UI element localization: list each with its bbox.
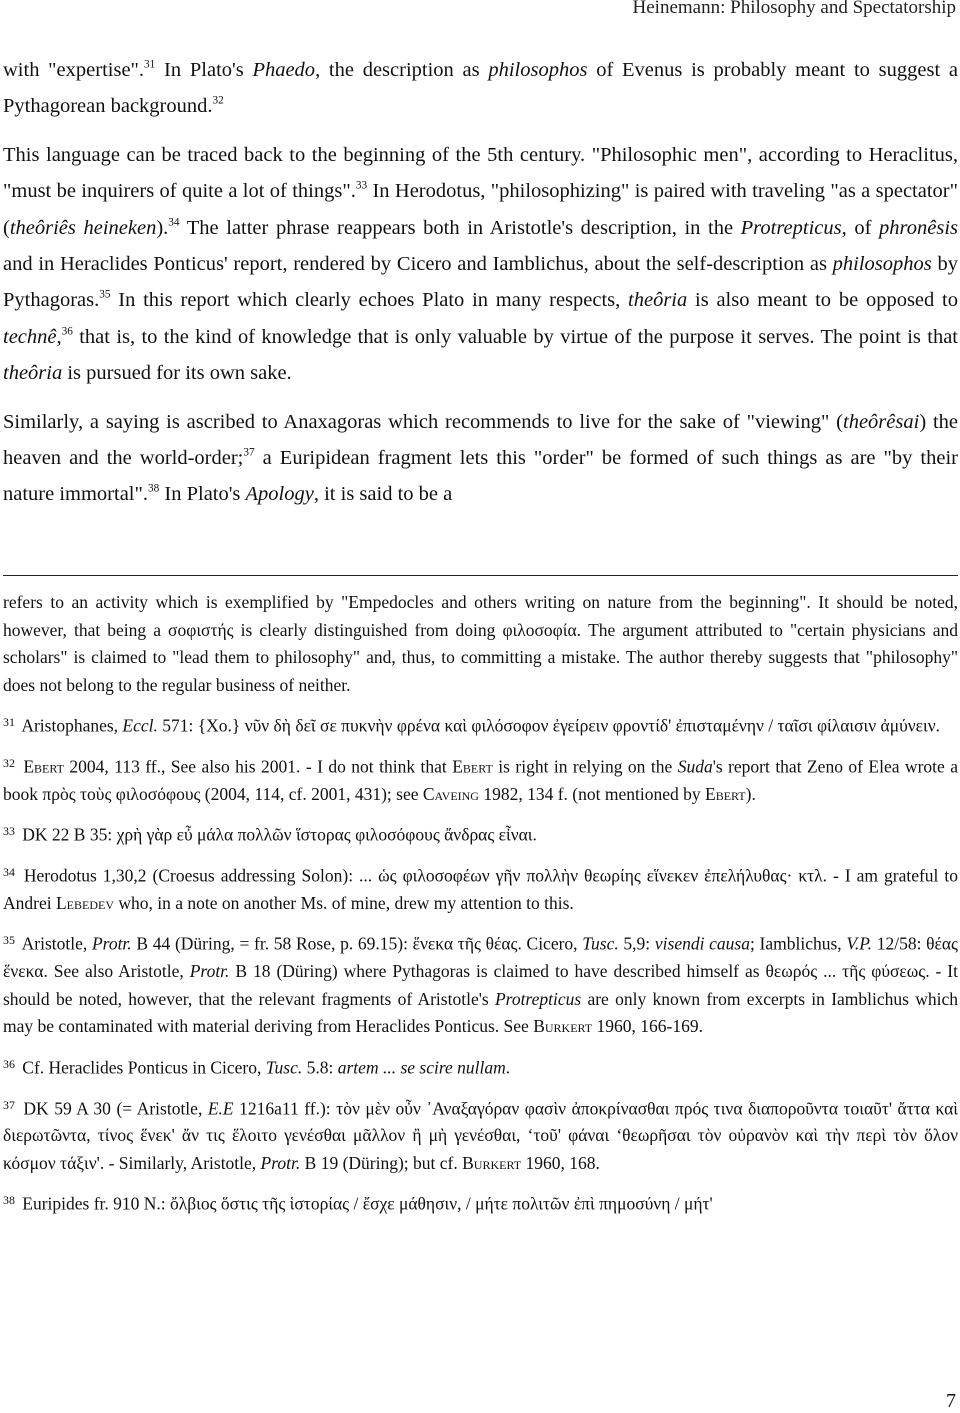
author-name: Ebert <box>705 783 746 804</box>
footnote-separator <box>3 575 958 576</box>
footnote-ref-34: 34 <box>168 216 180 229</box>
italic-span: artem ... se scire nullam <box>337 1057 506 1078</box>
text-span: Cf. Heraclides Ponticus in Cicero, <box>22 1057 266 1078</box>
italic-span: V.P. <box>846 933 873 954</box>
footnote-number: 34 <box>3 865 15 880</box>
footnote-number: 36 <box>3 1056 15 1071</box>
text-span: DK 59 A 30 (= Aristotle, <box>23 1097 208 1118</box>
italic-span: theôria <box>628 289 688 312</box>
text-span: 2004, 113 ff., See also his 2001. - I do not think that <box>63 756 453 777</box>
text-span: ). <box>745 783 756 804</box>
paragraph-3 <box>3 404 958 513</box>
text-span: B 18 (Düring) where Pythagoras is claimed to have described himself as θεωρός ... τῆς φύσεως. - It should be noted, however, that the relevant fragments of Aristotle's <box>3 961 958 1009</box>
italic-span: Tusc. <box>265 1057 303 1078</box>
author-name: Burkert <box>533 1016 593 1037</box>
author-name: Caveing <box>422 783 479 804</box>
italic-span: E.E <box>207 1097 234 1118</box>
italic-span: technê <box>3 325 57 348</box>
text-span: ; Iamblichus, <box>749 933 847 954</box>
running-head: Heinemann: Philosophy and Spectatorship <box>632 0 956 18</box>
italic-span: Protr. <box>260 1152 301 1173</box>
italic-span: phronêsis <box>879 216 958 239</box>
text-span: B 44 (Düring, = fr. 58 Rose, p. 69.15): ἕνεκα τῆς θέας. Cicero, <box>131 933 583 954</box>
footnote-number: 38 <box>3 1193 15 1208</box>
footnote-ref-33: 33 <box>355 179 368 192</box>
footnote-continuation: refers to an activity which is exemplified by "Empedocles and others writing on nature from the beginning". It should be noted, however, that being a σοφιστής is clearly distinguished from doing φιλοσοφία. The argument attributed to "certain physicians and scholars" is claimed to "lead them to philosophy" and, thus, to committing a mistake. The author thereby suggests that "philosophy" does not belong to the regular business of neither. <box>3 592 958 695</box>
text-span: , <box>56 325 62 348</box>
text-span: DK 22 B 35: χρὴ γὰρ εὖ μάλα πολλῶν ἵστορας φιλοσόφους ἄνδρας εἶναι. <box>22 824 537 845</box>
text-span: of Evenus is probably meant to suggest a Pythagorean background. <box>3 59 958 118</box>
page-number: 7 <box>946 1390 956 1412</box>
text-span: and in Heraclides Ponticus' report, rendered by Cicero and Iamblichus, about the self-description as <box>3 253 833 276</box>
text-span: Herodotus 1,30,2 (Croesus addressing Solon): ... ὡς φιλοσοφέων γῆν πολλὴν θεωρίης εἵνεκεν ἐπελήλυθας· κτλ. - I am grateful to Andrei <box>3 865 958 913</box>
text-span: 571: {Xo.} νῦν δὴ δεῖ σε πυκνὴν φρένα καὶ φιλόσοφον ἐγείρειν φροντίδ' ἐπισταμένην / ταῖσι φίλαισιν ἀμύνειν. <box>157 715 941 736</box>
text-span: ) the heaven and the world-order; <box>3 410 958 470</box>
text-span: ). <box>156 216 169 239</box>
footnote-ref-31: 31 <box>144 58 156 71</box>
text-span: by Pythagoras. <box>3 253 958 312</box>
text-span: who, in a note on another Ms. of mine, drew my attention to this. <box>114 892 574 913</box>
footnote-34 <box>3 859 958 917</box>
text-span: 5.8: <box>302 1057 338 1078</box>
text-span: . <box>505 1057 511 1078</box>
paragraph-1 <box>3 52 958 125</box>
author-name: Ebert <box>452 756 493 777</box>
footnote-number: 37 <box>3 1097 15 1112</box>
italic-span: visendi causa <box>654 933 750 954</box>
italic-span: theôriês heineken <box>9 216 157 239</box>
italic-span: theôrêsai <box>843 410 920 433</box>
text-span: Aristophanes, <box>21 715 123 736</box>
text-span: In Herodotus, "philosophizing" is paired with traveling "as a spectator" ( <box>3 180 958 239</box>
text-span: In Plato's <box>155 59 253 81</box>
footnote-ref-37: 37 <box>243 446 255 459</box>
italic-span: Phaedo <box>252 59 316 81</box>
text-span: 12/58: θέας ἕνεκα. See also Aristotle, <box>3 933 958 982</box>
footnote-ref-38: 38 <box>148 483 160 496</box>
italic-span: Suda <box>677 756 713 777</box>
footnotes <box>3 589 958 1228</box>
footnote-number: 32 <box>3 755 15 770</box>
text-span: with "expertise". <box>3 59 145 81</box>
text-span: a Euripidean fragment lets this "order" be formed of such things as are "by their nature immortal". <box>3 447 958 506</box>
footnote-36 <box>3 1051 958 1082</box>
footnote-31 <box>3 709 958 740</box>
text-span: , it is said to be a <box>313 483 453 506</box>
italic-span: Apology <box>245 483 314 506</box>
italic-span: Tusc. <box>582 933 619 954</box>
author-name: Ebert <box>23 756 64 777</box>
italic-span: philosophos <box>488 59 588 81</box>
main-text <box>3 52 958 513</box>
author-name: Burkert <box>462 1152 522 1173</box>
text-span: Euripides fr. 910 N.: ὄλβιος ὅστις τῆς ἱστορίας / ἔσχε μάθησιν, / μήτε πολιτῶν ἐπὶ πημοσύνη / μήτ' <box>22 1193 713 1214</box>
text-span: , the description as <box>315 59 489 81</box>
text-span: is also meant to be opposed to <box>687 289 958 312</box>
footnote-35 <box>3 927 958 1040</box>
italic-span: Eccl. <box>122 715 158 736</box>
text-span: In this report which clearly echoes Plato in many respects, <box>110 289 629 312</box>
text-span: In Plato's <box>159 483 246 506</box>
footnote-ref-36: 36 <box>61 325 73 338</box>
footnote-32 <box>3 750 958 808</box>
italic-span: Protrepticus <box>740 216 842 239</box>
text-span: that is, to the kind of knowledge that is only valuable by virtue of the purpose it serves. The point is that <box>72 325 958 348</box>
footnote-33 <box>3 818 958 849</box>
text-span: 5,9: <box>618 933 655 954</box>
italic-span: Protr. <box>189 961 230 982</box>
footnote-38 <box>3 1187 958 1218</box>
footnote-ref-32: 32 <box>212 94 224 107</box>
footnote-number: 33 <box>3 824 15 839</box>
footnote-ref-35: 35 <box>99 288 111 301</box>
text-span: is pursued for its own sake. <box>62 362 292 385</box>
italic-span: Protr. <box>91 933 132 954</box>
text-span: 1982, 134 f. (not mentioned by <box>478 783 705 804</box>
italic-span: Protrepticus <box>494 988 582 1009</box>
text-span: The latter phrase reappears both in Aristotle's description, in the <box>179 216 741 239</box>
text-span: 's report that Zeno of Elea wrote a book πρὸς τοὺς φιλοσόφους (2004, 114, cf. 2001, 431); see <box>3 756 958 804</box>
text-span: 1216a11 ff.): τὸν μὲν οὖν ᾿Αναξαγόραν φασὶν ἀποκρίνασθαι πρός τινα διαποροῦντα τοιαῦτ' ἄττα καὶ διερωτῶντα, τίνος ἕνεκ' ἄν τις ἕλοιτο γενέσθαι μᾶλλον ἢ μὴ γενέσθαι, ʻτοῦ' φάναι ʻθεωρῆσαι τὸν οὐρανὸν καὶ τὴν περὶ τὸν ὅλον κόσμον τάξιν'. - Similarly, Aristotle, <box>3 1097 958 1173</box>
footnote-number: 35 <box>3 933 15 948</box>
italic-span: theôria <box>3 362 63 385</box>
text-span: Similarly, a saying is ascribed to Anaxagoras which recommends to live for the sake of "viewing" ( <box>3 410 844 433</box>
text-span: This language can be traced back to the beginning of the 5th century. "Philosophic men", according to Heraclitus, "must be inquirers of quite a lot of things". <box>3 143 958 203</box>
text-span: 1960, 166-169. <box>592 1016 703 1037</box>
author-name: Lebedev <box>55 892 115 913</box>
italic-span: philosophos <box>832 253 932 276</box>
text-span: are only known from excerpts in Iamblichus which may be contaminated with material deriving from Heraclides Ponticus. See <box>3 988 958 1037</box>
text-span: 1960, 168. <box>521 1152 600 1173</box>
paragraph-2 <box>3 137 958 392</box>
text-span: B 19 (Düring); but cf. <box>300 1152 463 1173</box>
footnote-number: 31 <box>3 715 15 729</box>
footnote-37 <box>3 1092 958 1178</box>
text-span: Aristotle, <box>21 933 92 954</box>
text-span: , of <box>841 216 880 239</box>
text-span: is right in relying on the <box>492 756 678 777</box>
